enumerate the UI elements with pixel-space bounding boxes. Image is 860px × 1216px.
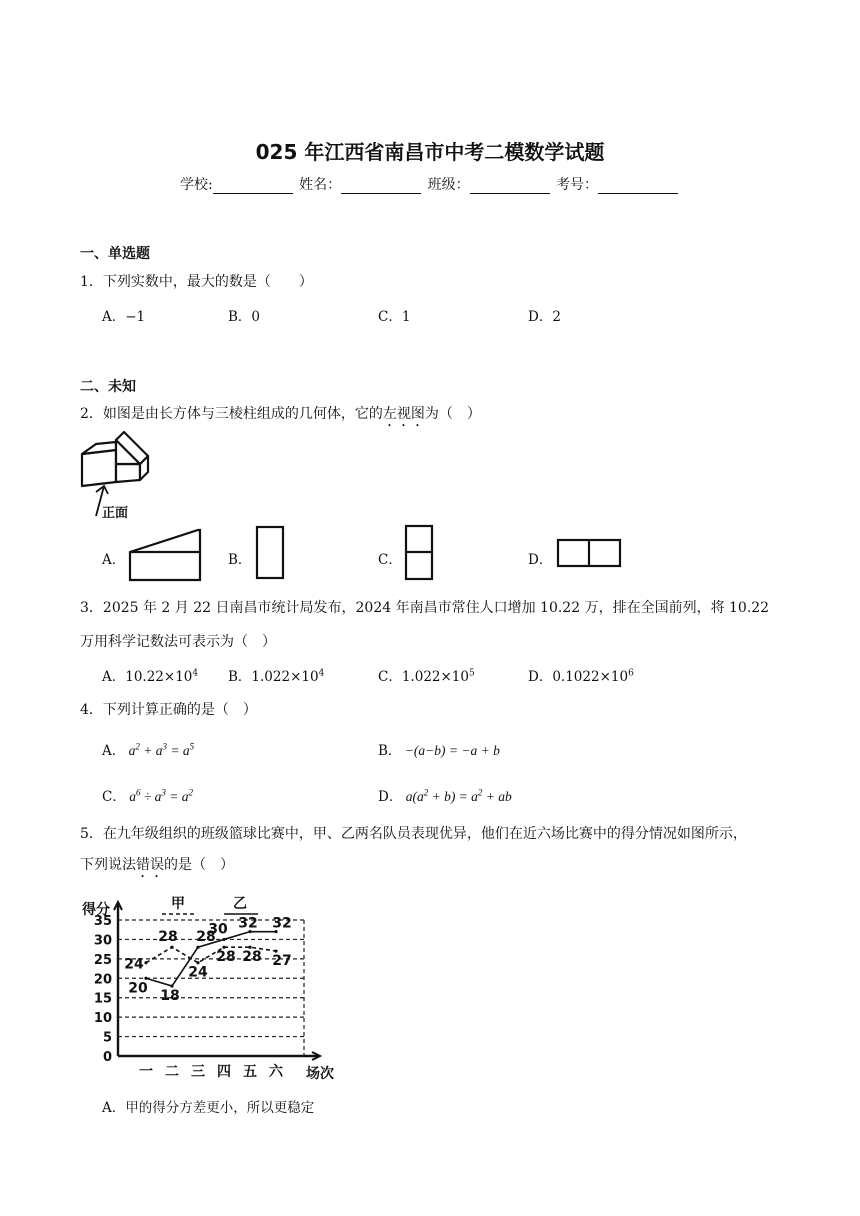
data-point <box>144 961 147 964</box>
question-5-line-2 <box>80 854 234 881</box>
q4-c-formula: $a^6 \div a^3 = a^2$ <box>125 787 194 804</box>
q4-option-b[interactable] <box>378 739 500 759</box>
school-blank[interactable] <box>213 179 293 194</box>
option-a-outline <box>130 530 200 580</box>
option-b-rect <box>257 527 283 578</box>
q2-option-a-label[interactable]: A． <box>102 552 126 568</box>
data-label: 32 <box>272 915 292 932</box>
q2-stem-emphasis: 左视图 <box>382 406 425 422</box>
name-label: 姓名： <box>299 177 342 193</box>
q3-d-label: D． <box>528 669 553 685</box>
q3-a-label: A． <box>102 669 126 685</box>
q2-option-b-figure[interactable] <box>255 525 287 581</box>
q3-d-base: 0.1022×10 <box>552 669 629 685</box>
q3-option-d[interactable] <box>528 665 634 685</box>
x-tick-label: 二 <box>165 1064 179 1080</box>
section-heading-single-choice: 一、单选题 <box>80 246 150 262</box>
data-label: 32 <box>238 915 258 932</box>
cuboid-front-right <box>116 464 140 482</box>
y-tick-label: 5 <box>102 1030 112 1046</box>
question-1-stem: 1．下列实数中，最大的数是（ ） <box>80 274 313 290</box>
question-3-line-1: 3．2025 年 2 月 22 日南昌市统计局发布，2024 年南昌市常住人口增加 10.22 万，排在全国前列，将 10.22 <box>80 600 770 616</box>
q4-a-label: A． <box>102 743 126 759</box>
y-tick-label: 0 <box>102 1050 112 1065</box>
y-tick-label: 20 <box>93 972 112 988</box>
exam-number-label: 考号： <box>556 177 599 193</box>
q3-b-label: B． <box>228 669 252 685</box>
q2-stem-part-1: 2．如图是由长方体与三棱柱组成的几何体，它的 <box>80 406 383 422</box>
q3-b-exp: 4 <box>318 668 325 679</box>
q3-option-a[interactable] <box>102 665 198 685</box>
data-point <box>170 946 173 949</box>
q3-b-base: 1.022×10 <box>251 669 319 685</box>
q4-option-a[interactable] <box>102 739 194 759</box>
q2-option-b-label[interactable]: B． <box>228 552 252 568</box>
y-tick-label: 30 <box>93 933 112 949</box>
data-label: 20 <box>128 980 148 997</box>
q3-a-exp: 4 <box>192 668 199 679</box>
q4-c-label: C． <box>102 789 126 805</box>
q3-d-exp: 6 <box>628 668 634 679</box>
x-tick-label: 一 <box>139 1064 153 1080</box>
q5-line2-part-2: 的是（ ） <box>164 857 234 873</box>
data-label: 28 <box>216 949 236 966</box>
data-label: 28 <box>242 949 262 966</box>
page-title: 025 年江西省南昌市中考二模数学试题 <box>255 140 605 164</box>
q4-option-d[interactable] <box>378 785 512 805</box>
q2-stem-part-2: 为（ ） <box>424 406 481 422</box>
legend-label: 乙 <box>233 896 247 912</box>
q4-d-formula: $a(a^2 + b) = a^2$ + ab <box>402 787 512 804</box>
q2-option-c-label[interactable]: C． <box>378 552 402 568</box>
score-line-chart <box>78 890 368 1080</box>
q1-option-d[interactable]: D．2 <box>528 309 561 325</box>
x-axis-label: 场次 <box>306 1066 334 1080</box>
q5-line2-part-1: 下列说法 <box>80 857 136 873</box>
student-info-line <box>0 174 860 194</box>
data-label: 18 <box>160 988 180 1005</box>
section-heading-unknown: 二、未知 <box>80 379 136 395</box>
q3-c-base: 1.022×10 <box>401 669 469 685</box>
q5-option-a[interactable]: A．甲的得分方差更小，所以更稳定 <box>102 1100 315 1116</box>
q4-a-formula: $a^2 + a^3 = a^5$ <box>125 741 195 758</box>
q1-option-b[interactable]: B．0 <box>228 309 261 325</box>
q3-c-label: C． <box>378 669 402 685</box>
y-tick-label: 10 <box>93 1011 112 1027</box>
y-tick-label: 15 <box>93 991 112 1007</box>
y-tick-label: 25 <box>93 952 112 968</box>
q1-option-c[interactable]: C．1 <box>378 309 411 325</box>
cuboid-front-left <box>82 450 116 486</box>
q3-c-exp: 5 <box>468 668 475 679</box>
y-tick-label: 35 <box>93 914 112 929</box>
x-tick-label: 五 <box>243 1064 257 1080</box>
legend-label: 甲 <box>171 896 185 912</box>
data-label: 30 <box>208 921 228 938</box>
question-5-line-1: 5．在九年级组织的班级篮球比赛中，甲、乙两名队员表现优异，他们在近六场比赛中的得分情况如图所示， <box>80 826 747 842</box>
front-label: 正面 <box>102 506 129 521</box>
q2-option-a-figure[interactable] <box>128 528 204 582</box>
q1-option-a[interactable]: A．−1 <box>102 309 146 325</box>
q3-option-c[interactable] <box>378 665 475 685</box>
data-label: 28 <box>158 929 178 946</box>
question-3-line-2: 万用科学记数法可表示为（ ） <box>80 634 276 650</box>
data-label: 28 <box>196 929 216 946</box>
class-label: 班级： <box>427 177 470 193</box>
school-label: 学校: <box>179 177 213 193</box>
exam-number-blank[interactable] <box>598 179 678 194</box>
x-tick-label: 四 <box>217 1064 231 1080</box>
data-label: 24 <box>124 956 144 973</box>
q2-option-d-label[interactable]: D． <box>528 552 553 568</box>
question-4-stem: 4．下列计算正确的是（ ） <box>80 702 257 718</box>
q5-line2-emphasis: 错误 <box>136 857 164 873</box>
data-label: 24 <box>188 964 208 981</box>
class-blank[interactable] <box>470 179 550 194</box>
q4-b-label: B． <box>378 743 402 759</box>
q4-d-label: D． <box>378 789 403 805</box>
data-point <box>222 938 225 941</box>
q3-option-b[interactable] <box>228 665 324 685</box>
q4-b-formula: −(a−b) = −a + b <box>401 743 500 758</box>
q2-option-c-figure[interactable] <box>404 524 436 582</box>
x-tick-label: 三 <box>191 1064 205 1080</box>
data-label: 27 <box>272 953 292 970</box>
question-2-stem <box>80 403 481 430</box>
q4-option-c[interactable] <box>102 785 193 805</box>
name-blank[interactable] <box>341 179 421 194</box>
y-axis-label: 得分 <box>82 902 110 918</box>
q2-option-d-figure[interactable] <box>556 538 624 570</box>
q3-a-base: 10.22×10 <box>125 669 193 685</box>
x-tick-label: 六 <box>269 1064 283 1080</box>
data-point <box>196 946 199 949</box>
